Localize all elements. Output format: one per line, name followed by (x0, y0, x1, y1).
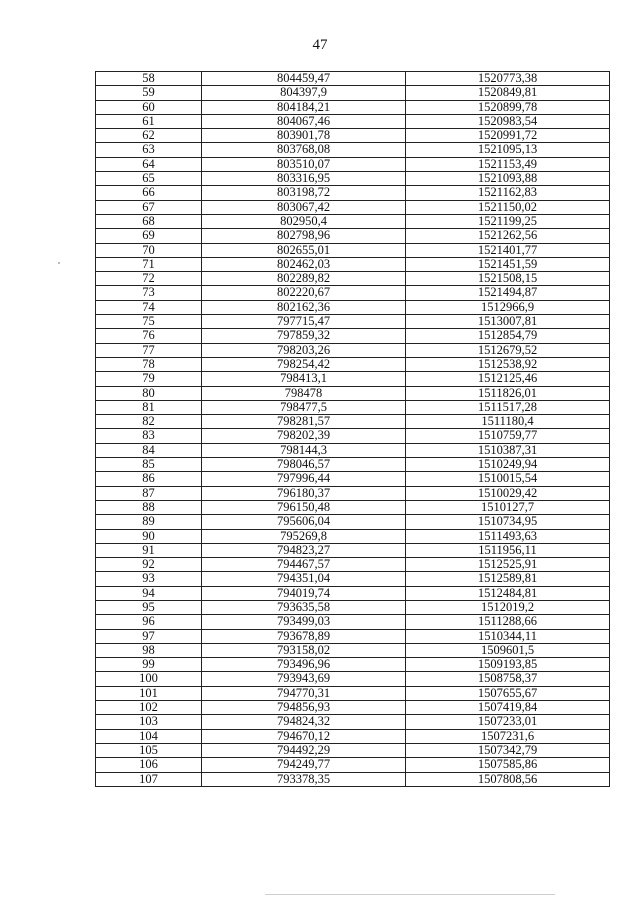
table-row (96, 701, 610, 715)
table-row (96, 100, 610, 114)
point-number-cell: 74 (96, 300, 202, 314)
point-number-cell: 97 (96, 629, 202, 643)
table-row (96, 686, 610, 700)
point-number-cell: 71 (96, 257, 202, 271)
point-number-cell: 91 (96, 543, 202, 557)
x-coordinate-cell: 793635,58 (202, 600, 406, 614)
y-coordinate-cell: 1512854,79 (406, 329, 610, 343)
y-coordinate-cell: 1510759,77 (406, 429, 610, 443)
point-number-cell: 66 (96, 186, 202, 200)
x-coordinate-cell: 794770,31 (202, 686, 406, 700)
point-number-cell: 72 (96, 272, 202, 286)
table-row (96, 329, 610, 343)
scan-speck (58, 262, 60, 264)
table-row (96, 758, 610, 772)
table-row (96, 343, 610, 357)
point-number-cell: 103 (96, 715, 202, 729)
table-row (96, 672, 610, 686)
table-row (96, 743, 610, 757)
table-row (96, 729, 610, 743)
y-coordinate-cell: 1510029,42 (406, 486, 610, 500)
x-coordinate-cell: 793499,03 (202, 615, 406, 629)
x-coordinate-cell: 798478 (202, 386, 406, 400)
x-coordinate-cell: 796180,37 (202, 486, 406, 500)
y-coordinate-cell: 1521095,13 (406, 143, 610, 157)
x-coordinate-cell: 804067,46 (202, 114, 406, 128)
point-number-cell: 89 (96, 515, 202, 529)
x-coordinate-cell: 794019,74 (202, 586, 406, 600)
y-coordinate-cell: 1512525,91 (406, 558, 610, 572)
x-coordinate-cell: 794824,32 (202, 715, 406, 729)
x-coordinate-cell: 793943,69 (202, 672, 406, 686)
y-coordinate-cell: 1509601,5 (406, 643, 610, 657)
footer-rule (265, 894, 555, 895)
table-row (96, 615, 610, 629)
y-coordinate-cell: 1512966,9 (406, 300, 610, 314)
y-coordinate-cell: 1507231,6 (406, 729, 610, 743)
x-coordinate-cell: 802462,03 (202, 257, 406, 271)
y-coordinate-cell: 1520773,38 (406, 72, 610, 86)
y-coordinate-cell: 1521093,88 (406, 172, 610, 186)
x-coordinate-cell: 798203,26 (202, 343, 406, 357)
point-number-cell: 92 (96, 558, 202, 572)
table-row (96, 300, 610, 314)
table-row (96, 114, 610, 128)
y-coordinate-cell: 1510387,31 (406, 443, 610, 457)
table-row (96, 386, 610, 400)
point-number-cell: 82 (96, 415, 202, 429)
y-coordinate-cell: 1510127,7 (406, 500, 610, 514)
x-coordinate-cell: 798046,57 (202, 458, 406, 472)
x-coordinate-cell: 794670,12 (202, 729, 406, 743)
table-row (96, 472, 610, 486)
point-number-cell: 94 (96, 586, 202, 600)
point-number-cell: 60 (96, 100, 202, 114)
x-coordinate-cell: 793496,96 (202, 658, 406, 672)
y-coordinate-cell: 1521451,59 (406, 257, 610, 271)
point-number-cell: 83 (96, 429, 202, 443)
x-coordinate-cell: 795606,04 (202, 515, 406, 529)
point-number-cell: 100 (96, 672, 202, 686)
table-row (96, 643, 610, 657)
y-coordinate-cell: 1508758,37 (406, 672, 610, 686)
x-coordinate-cell: 793378,35 (202, 772, 406, 786)
table-row (96, 415, 610, 429)
x-coordinate-cell: 803901,78 (202, 129, 406, 143)
table-row (96, 600, 610, 614)
point-number-cell: 63 (96, 143, 202, 157)
y-coordinate-cell: 1521401,77 (406, 243, 610, 257)
coordinates-table (95, 71, 610, 787)
point-number-cell: 58 (96, 72, 202, 86)
table-row (96, 458, 610, 472)
x-coordinate-cell: 794492,29 (202, 743, 406, 757)
y-coordinate-cell: 1521162,83 (406, 186, 610, 200)
table-row (96, 286, 610, 300)
point-number-cell: 70 (96, 243, 202, 257)
y-coordinate-cell: 1507585,86 (406, 758, 610, 772)
y-coordinate-cell: 1511493,63 (406, 529, 610, 543)
y-coordinate-cell: 1520983,54 (406, 114, 610, 128)
x-coordinate-cell: 796150,48 (202, 500, 406, 514)
y-coordinate-cell: 1507419,84 (406, 701, 610, 715)
x-coordinate-cell: 802798,96 (202, 229, 406, 243)
point-number-cell: 106 (96, 758, 202, 772)
table-row (96, 72, 610, 86)
x-coordinate-cell: 803067,42 (202, 200, 406, 214)
y-coordinate-cell: 1512589,81 (406, 572, 610, 586)
y-coordinate-cell: 1512679,52 (406, 343, 610, 357)
table-row (96, 500, 610, 514)
table-row (96, 443, 610, 457)
point-number-cell: 88 (96, 500, 202, 514)
table-row (96, 243, 610, 257)
point-number-cell: 93 (96, 572, 202, 586)
point-number-cell: 73 (96, 286, 202, 300)
x-coordinate-cell: 802162,36 (202, 300, 406, 314)
x-coordinate-cell: 794249,77 (202, 758, 406, 772)
x-coordinate-cell: 798202,39 (202, 429, 406, 443)
x-coordinate-cell: 795269,8 (202, 529, 406, 543)
x-coordinate-cell: 794467,57 (202, 558, 406, 572)
y-coordinate-cell: 1521153,49 (406, 157, 610, 171)
y-coordinate-cell: 1520991,72 (406, 129, 610, 143)
y-coordinate-cell: 1507655,67 (406, 686, 610, 700)
y-coordinate-cell: 1511517,28 (406, 400, 610, 414)
x-coordinate-cell: 804397,9 (202, 86, 406, 100)
table-row (96, 157, 610, 171)
y-coordinate-cell: 1511180,4 (406, 415, 610, 429)
y-coordinate-cell: 1521199,25 (406, 214, 610, 228)
point-number-cell: 65 (96, 172, 202, 186)
y-coordinate-cell: 1511288,66 (406, 615, 610, 629)
point-number-cell: 104 (96, 729, 202, 743)
y-coordinate-cell: 1509193,85 (406, 658, 610, 672)
table-row (96, 172, 610, 186)
table-row (96, 572, 610, 586)
table-row (96, 658, 610, 672)
table-row (96, 214, 610, 228)
table-row (96, 143, 610, 157)
point-number-cell: 64 (96, 157, 202, 171)
point-number-cell: 81 (96, 400, 202, 414)
table-row (96, 229, 610, 243)
point-number-cell: 76 (96, 329, 202, 343)
table-row (96, 558, 610, 572)
point-number-cell: 69 (96, 229, 202, 243)
table-row (96, 186, 610, 200)
x-coordinate-cell: 793678,89 (202, 629, 406, 643)
x-coordinate-cell: 804459,47 (202, 72, 406, 86)
point-number-cell: 107 (96, 772, 202, 786)
point-number-cell: 80 (96, 386, 202, 400)
table-row (96, 86, 610, 100)
table-row (96, 586, 610, 600)
y-coordinate-cell: 1511826,01 (406, 386, 610, 400)
y-coordinate-cell: 1521494,87 (406, 286, 610, 300)
point-number-cell: 84 (96, 443, 202, 457)
point-number-cell: 68 (96, 214, 202, 228)
table-row (96, 486, 610, 500)
table-row (96, 543, 610, 557)
point-number-cell: 61 (96, 114, 202, 128)
table-row (96, 629, 610, 643)
x-coordinate-cell: 798413,1 (202, 372, 406, 386)
y-coordinate-cell: 1507808,56 (406, 772, 610, 786)
x-coordinate-cell: 802289,82 (202, 272, 406, 286)
y-coordinate-cell: 1521262,56 (406, 229, 610, 243)
y-coordinate-cell: 1507233,01 (406, 715, 610, 729)
y-coordinate-cell: 1510344,11 (406, 629, 610, 643)
point-number-cell: 95 (96, 600, 202, 614)
point-number-cell: 77 (96, 343, 202, 357)
table-row (96, 400, 610, 414)
table-row (96, 357, 610, 371)
x-coordinate-cell: 804184,21 (202, 100, 406, 114)
table-row (96, 372, 610, 386)
x-coordinate-cell: 797715,47 (202, 315, 406, 329)
table-row (96, 529, 610, 543)
point-number-cell: 75 (96, 315, 202, 329)
point-number-cell: 86 (96, 472, 202, 486)
y-coordinate-cell: 1510015,54 (406, 472, 610, 486)
point-number-cell: 99 (96, 658, 202, 672)
x-coordinate-cell: 798281,57 (202, 415, 406, 429)
y-coordinate-cell: 1520899,78 (406, 100, 610, 114)
table-row (96, 315, 610, 329)
point-number-cell: 67 (96, 200, 202, 214)
x-coordinate-cell: 793158,02 (202, 643, 406, 657)
point-number-cell: 102 (96, 701, 202, 715)
point-number-cell: 90 (96, 529, 202, 543)
table-row (96, 515, 610, 529)
y-coordinate-cell: 1507342,79 (406, 743, 610, 757)
y-coordinate-cell: 1521508,15 (406, 272, 610, 286)
point-number-cell: 96 (96, 615, 202, 629)
table-row (96, 129, 610, 143)
x-coordinate-cell: 794351,04 (202, 572, 406, 586)
x-coordinate-cell: 803198,72 (202, 186, 406, 200)
point-number-cell: 101 (96, 686, 202, 700)
point-number-cell: 62 (96, 129, 202, 143)
x-coordinate-cell: 798144,3 (202, 443, 406, 457)
table-row (96, 429, 610, 443)
x-coordinate-cell: 803510,07 (202, 157, 406, 171)
point-number-cell: 87 (96, 486, 202, 500)
x-coordinate-cell: 802950,4 (202, 214, 406, 228)
table-row (96, 772, 610, 786)
page-number: 47 (312, 37, 328, 53)
point-number-cell: 98 (96, 643, 202, 657)
y-coordinate-cell: 1520849,81 (406, 86, 610, 100)
x-coordinate-cell: 802220,67 (202, 286, 406, 300)
point-number-cell: 78 (96, 357, 202, 371)
table-row (96, 200, 610, 214)
y-coordinate-cell: 1512484,81 (406, 586, 610, 600)
y-coordinate-cell: 1512538,92 (406, 357, 610, 371)
y-coordinate-cell: 1513007,81 (406, 315, 610, 329)
point-number-cell: 59 (96, 86, 202, 100)
y-coordinate-cell: 1511956,11 (406, 543, 610, 557)
y-coordinate-cell: 1510734,95 (406, 515, 610, 529)
table-row (96, 257, 610, 271)
y-coordinate-cell: 1521150,02 (406, 200, 610, 214)
x-coordinate-cell: 803768,08 (202, 143, 406, 157)
point-number-cell: 85 (96, 458, 202, 472)
x-coordinate-cell: 794823,27 (202, 543, 406, 557)
y-coordinate-cell: 1512019,2 (406, 600, 610, 614)
x-coordinate-cell: 798254,42 (202, 357, 406, 371)
x-coordinate-cell: 797859,32 (202, 329, 406, 343)
x-coordinate-cell: 798477,5 (202, 400, 406, 414)
x-coordinate-cell: 803316,95 (202, 172, 406, 186)
table-row (96, 272, 610, 286)
x-coordinate-cell: 802655,01 (202, 243, 406, 257)
point-number-cell: 79 (96, 372, 202, 386)
coordinates-table-body (96, 72, 610, 787)
y-coordinate-cell: 1510249,94 (406, 458, 610, 472)
table-row (96, 715, 610, 729)
point-number-cell: 105 (96, 743, 202, 757)
x-coordinate-cell: 797996,44 (202, 472, 406, 486)
y-coordinate-cell: 1512125,46 (406, 372, 610, 386)
x-coordinate-cell: 794856,93 (202, 701, 406, 715)
